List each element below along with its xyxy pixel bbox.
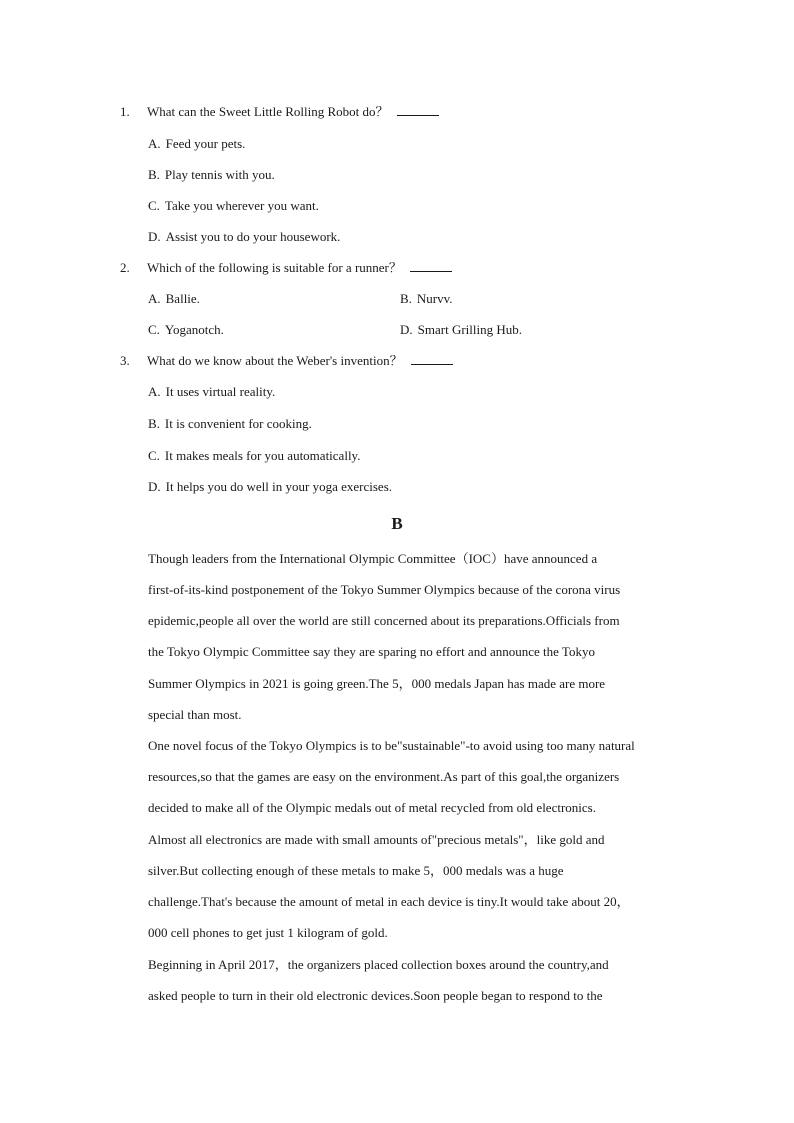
option-3b: B. It is convenient for cooking. [148, 416, 312, 431]
passage-line: decided to make all of the Olympic medals out of metal recycled from old electronics. [148, 800, 596, 815]
passage-line: challenge.That's because the amount of metal in each device is tiny.It would take about 20， [148, 894, 630, 909]
passage-line: first-of-its-kind postponement of the Tokyo Summer Olympics because of the corona virus [148, 582, 621, 597]
answer-blank[interactable] [410, 258, 452, 272]
passage-line: 000 cell phones to get just 1 kilogram of gold. [148, 925, 388, 940]
passage-line: asked people to turn in their old electronic devices.Soon people began to respond to the [148, 988, 603, 1003]
option-2c: C. Yoganotch. [148, 322, 224, 337]
question-1 [120, 102, 439, 122]
answer-blank[interactable] [411, 351, 453, 365]
section-heading: B [391, 514, 403, 533]
passage-line: Beginning in April 2017，the organizers placed collection boxes around the country,and [148, 957, 609, 972]
option-3c: C. It makes meals for you automatically. [148, 448, 361, 463]
option-1d: D. Assist you to do your housework. [148, 229, 341, 244]
option-1b: B. Play tennis with you. [148, 167, 275, 182]
option-2b: B. Nurvv. [400, 291, 453, 306]
question-number: 1. [120, 104, 130, 119]
question-text: What do we know about the Weber's invention？ [147, 353, 403, 368]
passage-line: silver.But collecting enough of these metals to make 5，000 medals was a huge [148, 863, 564, 878]
passage-line: resources,so that the games are easy on the environment.As part of this goal,the organizers [148, 769, 620, 784]
question-3 [120, 351, 453, 371]
passage-line: One novel focus of the Tokyo Olympics is to be"sustainable"-to avoid using too many natural [148, 738, 635, 753]
question-number: 3. [120, 353, 130, 368]
question-text: What can the Sweet Little Rolling Robot do？ [147, 104, 389, 119]
option-1a: A. Feed your pets. [148, 136, 246, 151]
question-2 [120, 258, 452, 278]
passage-line: special than most. [148, 707, 242, 722]
passage-line: Summer Olympics in 2021 is going green.The 5，000 medals Japan has made are more [148, 676, 606, 691]
answer-blank[interactable] [397, 102, 439, 116]
question-number: 2. [120, 260, 130, 275]
passage-line: epidemic,people all over the world are still concerned about its preparations.Officials from [148, 613, 620, 628]
option-2a: A. Ballie. [148, 291, 200, 306]
passage-line: the Tokyo Olympic Committee say they are sparing no effort and announce the Tokyo [148, 644, 595, 659]
passage-line: Almost all electronics are made with small amounts of"precious metals"，like gold and [148, 832, 605, 847]
passage-line: Though leaders from the International Olympic Committee（IOC）have announced a [148, 551, 598, 566]
option-1c: C. Take you wherever you want. [148, 198, 319, 213]
option-2d: D. Smart Grilling Hub. [400, 322, 522, 337]
question-text: Which of the following is suitable for a runner？ [147, 260, 402, 275]
option-3d: D. It helps you do well in your yoga exercises. [148, 479, 393, 494]
option-3a: A. It uses virtual reality. [148, 384, 276, 399]
